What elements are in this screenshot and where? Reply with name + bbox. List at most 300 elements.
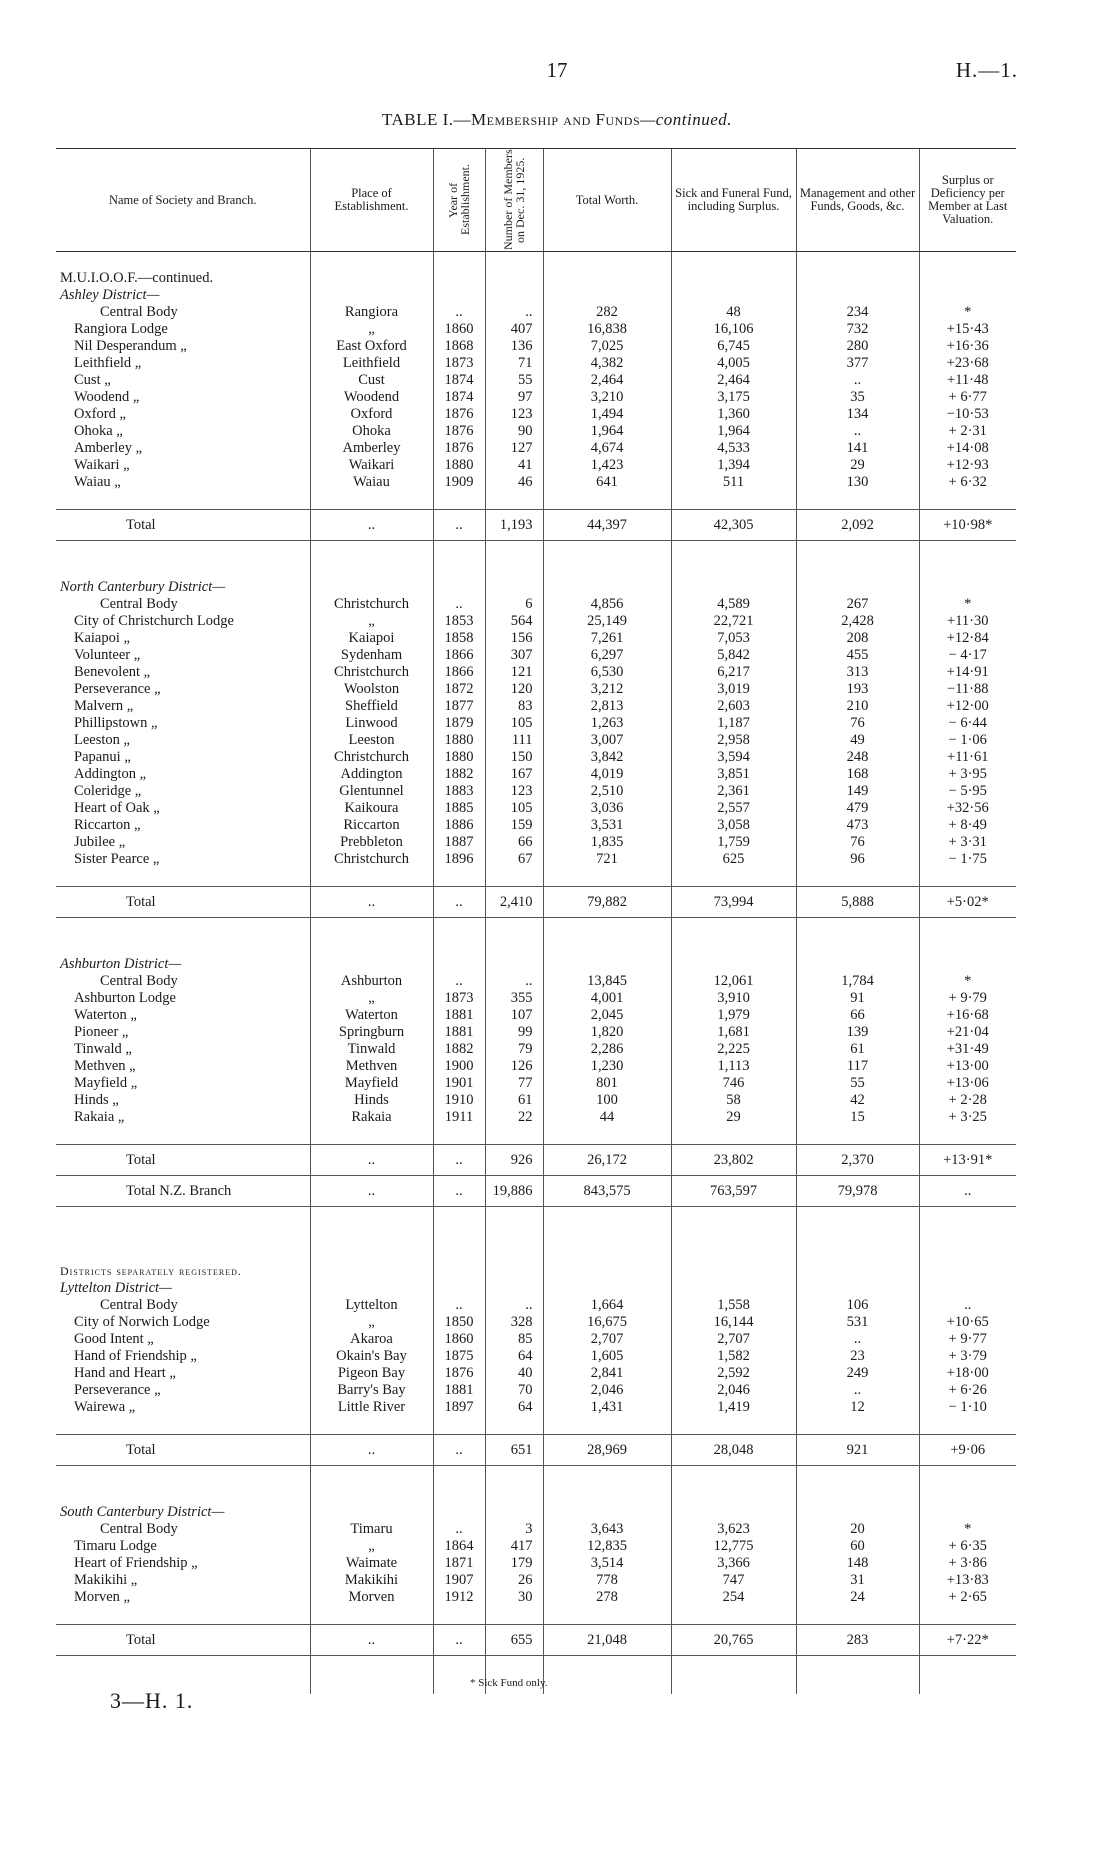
- spacer-cell: [433, 491, 485, 510]
- branch-name: Total: [56, 510, 310, 541]
- members: 355: [485, 990, 543, 1007]
- management-funds: 130: [796, 474, 919, 491]
- spacer-cell: [485, 1126, 543, 1145]
- spacer-cell: [796, 491, 919, 510]
- total-worth: 2,841: [543, 1365, 671, 1382]
- surplus-deficiency: − 6·44: [919, 715, 1016, 732]
- district-heading-row: [56, 956, 1016, 973]
- spacer-cell: [671, 1207, 796, 1246]
- members: 26: [485, 1572, 543, 1589]
- sick-fund: 73,994: [671, 887, 796, 918]
- empty-cell: [543, 1263, 671, 1280]
- members: 97: [485, 389, 543, 406]
- empty-cell: [433, 956, 485, 973]
- year: 1858: [433, 630, 485, 647]
- spacer-cell: [56, 1245, 310, 1263]
- total-worth: 25,149: [543, 613, 671, 630]
- empty-cell: [485, 270, 543, 287]
- branch-name: Riccarton „: [74, 817, 141, 833]
- management-funds: 76: [796, 834, 919, 851]
- surplus-deficiency: *: [919, 973, 1016, 990]
- year: 1876: [433, 406, 485, 423]
- place: „: [310, 321, 433, 338]
- members: 70: [485, 1382, 543, 1399]
- branch-name: Central Body: [100, 304, 178, 320]
- total-worth: 100: [543, 1092, 671, 1109]
- surplus-deficiency: +13·00: [919, 1058, 1016, 1075]
- place: Springburn: [310, 1024, 433, 1041]
- spacer-cell: [56, 918, 310, 957]
- sick-fund: 1,360: [671, 406, 796, 423]
- title-small-caps: Membership and Funds: [471, 110, 641, 129]
- place: Woodend: [310, 389, 433, 406]
- spacer-cell: [671, 868, 796, 887]
- year: 1853: [433, 613, 485, 630]
- table-row: [56, 596, 1016, 613]
- branch-name: Mayfield „: [74, 1075, 138, 1091]
- members: 46: [485, 474, 543, 491]
- members: 77: [485, 1075, 543, 1092]
- table-row: [56, 355, 1016, 372]
- empty-cell: [310, 270, 433, 287]
- surplus-deficiency: − 4·17: [919, 647, 1016, 664]
- empty-cell: [433, 1504, 485, 1521]
- table-row: [56, 732, 1016, 749]
- spacer-cell: [919, 252, 1016, 271]
- spacer-cell: [919, 1126, 1016, 1145]
- management-funds: 79,978: [796, 1176, 919, 1207]
- branch-name: Cust „: [74, 372, 111, 388]
- sick-fund: 2,046: [671, 1382, 796, 1399]
- empty-cell: [671, 287, 796, 304]
- spacer-cell: [56, 868, 310, 887]
- empty-cell: [485, 579, 543, 596]
- empty-cell: [485, 287, 543, 304]
- management-funds: 921: [796, 1435, 919, 1466]
- sick-fund: 23,802: [671, 1145, 796, 1176]
- surplus-deficiency: + 9·79: [919, 990, 1016, 1007]
- total-worth: 6,297: [543, 647, 671, 664]
- table-row: [56, 783, 1016, 800]
- empty-cell: [543, 287, 671, 304]
- surplus-deficiency: +13·91*: [919, 1145, 1016, 1176]
- members: 55: [485, 372, 543, 389]
- branch-name: Morven „: [74, 1589, 130, 1605]
- district-heading: South Canterbury District—: [60, 1504, 225, 1520]
- surplus-deficiency: + 6·77: [919, 389, 1016, 406]
- page-number: 17: [546, 58, 568, 82]
- members: 655: [485, 1625, 543, 1656]
- spacer-row: [56, 1126, 1016, 1145]
- spacer-cell: [543, 1245, 671, 1263]
- spacer-cell: [796, 1126, 919, 1145]
- members: 64: [485, 1399, 543, 1416]
- empty-cell: [543, 579, 671, 596]
- year: 1871: [433, 1555, 485, 1572]
- total-worth: 12,835: [543, 1538, 671, 1555]
- surplus-deficiency: + 3·86: [919, 1555, 1016, 1572]
- branch-name: Phillipstown „: [74, 715, 158, 731]
- branch-name: Nil Desperandum „: [74, 338, 187, 354]
- branch-name: Tinwald „: [74, 1041, 132, 1057]
- place: Addington: [310, 766, 433, 783]
- year: 1880: [433, 457, 485, 474]
- sick-fund: 4,533: [671, 440, 796, 457]
- members: 107: [485, 1007, 543, 1024]
- surplus-deficiency: − 1·06: [919, 732, 1016, 749]
- surplus-deficiency: −10·53: [919, 406, 1016, 423]
- place: Pigeon Bay: [310, 1365, 433, 1382]
- spacer-row: [56, 491, 1016, 510]
- sick-fund: 3,623: [671, 1521, 796, 1538]
- total-worth: 801: [543, 1075, 671, 1092]
- spacer-cell: [796, 1207, 919, 1246]
- surplus-deficiency: +21·04: [919, 1024, 1016, 1041]
- place: Glentunnel: [310, 783, 433, 800]
- branch-name: Central Body: [100, 596, 178, 612]
- sick-fund: 3,175: [671, 389, 796, 406]
- year: 1876: [433, 440, 485, 457]
- spacer-cell: [433, 1466, 485, 1505]
- surplus-deficiency: − 5·95: [919, 783, 1016, 800]
- empty-cell: [433, 270, 485, 287]
- sick-fund: 1,759: [671, 834, 796, 851]
- management-funds: 234: [796, 304, 919, 321]
- branch-name: Total N.Z. Branch: [56, 1176, 310, 1207]
- branch-name: Wairewa „: [74, 1399, 136, 1415]
- spacer-cell: [433, 1416, 485, 1435]
- branch-name: Hand and Heart „: [74, 1365, 176, 1381]
- table-row: [56, 834, 1016, 851]
- empty-cell: [796, 579, 919, 596]
- place: Kaikoura: [310, 800, 433, 817]
- table-body: [56, 252, 1016, 1695]
- total-worth: 3,007: [543, 732, 671, 749]
- empty-cell: [310, 956, 433, 973]
- management-funds: 210: [796, 698, 919, 715]
- empty-cell: [485, 956, 543, 973]
- total-worth: 44: [543, 1109, 671, 1126]
- district-heading-row: [56, 1504, 1016, 1521]
- management-funds: 61: [796, 1041, 919, 1058]
- sheet-mark: 3—H. 1.: [110, 1688, 194, 1713]
- table-row: [56, 990, 1016, 1007]
- total-worth: 1,964: [543, 423, 671, 440]
- members: 64: [485, 1348, 543, 1365]
- table-row: [56, 372, 1016, 389]
- empty-cell: [671, 1263, 796, 1280]
- spacer-cell: [671, 1656, 796, 1695]
- spacer-cell: [543, 868, 671, 887]
- header-row: [56, 149, 1016, 252]
- total-worth: 2,464: [543, 372, 671, 389]
- place: Christchurch: [310, 596, 433, 613]
- place: „: [310, 1314, 433, 1331]
- place: Riccarton: [310, 817, 433, 834]
- surplus-deficiency: +13·83: [919, 1572, 1016, 1589]
- total-worth: 641: [543, 474, 671, 491]
- table-row: [56, 1075, 1016, 1092]
- sick-fund: 29: [671, 1109, 796, 1126]
- sick-fund: 20,765: [671, 1625, 796, 1656]
- total-worth: 3,210: [543, 389, 671, 406]
- year: 1901: [433, 1075, 485, 1092]
- surplus-deficiency: +32·56: [919, 800, 1016, 817]
- col-header-total-worth: Total Worth.: [543, 149, 671, 252]
- branch-name: Waiau „: [74, 474, 121, 490]
- place: Leeston: [310, 732, 433, 749]
- branch-name: Amberley „: [74, 440, 143, 456]
- total-worth: 6,530: [543, 664, 671, 681]
- spacer-cell: [310, 918, 433, 957]
- members: 83: [485, 698, 543, 715]
- surplus-deficiency: + 3·95: [919, 766, 1016, 783]
- empty-cell: [796, 1504, 919, 1521]
- table-row: [56, 1555, 1016, 1572]
- sick-fund: 48: [671, 304, 796, 321]
- surplus-deficiency: +11·30: [919, 613, 1016, 630]
- col-header-year-text: Year of Establishment.: [446, 164, 472, 236]
- year: 1887: [433, 834, 485, 851]
- sick-fund: 6,745: [671, 338, 796, 355]
- table-row: [56, 973, 1016, 990]
- spacer-cell: [485, 1466, 543, 1505]
- total-worth: 282: [543, 304, 671, 321]
- spacer-cell: [485, 918, 543, 957]
- sick-fund: 1,187: [671, 715, 796, 732]
- surplus-deficiency: +10·65: [919, 1314, 1016, 1331]
- total-worth: 79,882: [543, 887, 671, 918]
- sick-fund: 12,061: [671, 973, 796, 990]
- spacer-cell: [485, 1606, 543, 1625]
- empty-cell: [433, 579, 485, 596]
- empty-cell: [433, 1263, 485, 1280]
- year: 1877: [433, 698, 485, 715]
- year: ..: [433, 1435, 485, 1466]
- branch-name: Hinds „: [74, 1092, 119, 1108]
- members: 71: [485, 355, 543, 372]
- spacer-cell: [671, 1126, 796, 1145]
- spacer-cell: [796, 1606, 919, 1625]
- management-funds: 106: [796, 1297, 919, 1314]
- table-row: [56, 474, 1016, 491]
- table-row: [56, 698, 1016, 715]
- total-worth: 278: [543, 1589, 671, 1606]
- branch-name: Volunteer „: [74, 647, 141, 663]
- spacer-cell: [796, 1656, 919, 1695]
- branch-name: Sister Pearce „: [74, 851, 160, 867]
- management-funds: 208: [796, 630, 919, 647]
- spacer-cell: [56, 1126, 310, 1145]
- spacer-cell: [543, 1416, 671, 1435]
- table-row: [56, 1058, 1016, 1075]
- year: 1860: [433, 1331, 485, 1348]
- table-row: [56, 715, 1016, 732]
- sick-fund: 254: [671, 1589, 796, 1606]
- branch-name: Heart of Friendship „: [74, 1555, 198, 1571]
- surplus-deficiency: +12·00: [919, 698, 1016, 715]
- surplus-deficiency: +12·93: [919, 457, 1016, 474]
- sick-fund: 1,979: [671, 1007, 796, 1024]
- table-row: [56, 1024, 1016, 1041]
- table-row: [56, 1399, 1016, 1416]
- total-worth: 26,172: [543, 1145, 671, 1176]
- year: 1880: [433, 732, 485, 749]
- total-worth: 16,838: [543, 321, 671, 338]
- branch-name: Timaru Lodge: [74, 1538, 157, 1554]
- year: ..: [433, 887, 485, 918]
- spacer-cell: [485, 1416, 543, 1435]
- spacer-cell: [796, 1466, 919, 1505]
- empty-cell: [796, 287, 919, 304]
- spacer-cell: [56, 541, 310, 580]
- year: ..: [433, 1521, 485, 1538]
- district-heading: Ashley District—: [60, 287, 160, 303]
- sick-fund: 58: [671, 1092, 796, 1109]
- surplus-deficiency: +16·36: [919, 338, 1016, 355]
- spacer-cell: [919, 1466, 1016, 1505]
- management-funds: 473: [796, 817, 919, 834]
- year: ..: [433, 304, 485, 321]
- branch-name: Jubilee „: [74, 834, 126, 850]
- branch-name: Makikihi „: [74, 1572, 138, 1588]
- sick-fund: 22,721: [671, 613, 796, 630]
- surplus-deficiency: +5·02*: [919, 887, 1016, 918]
- members: 41: [485, 457, 543, 474]
- spacer-cell: [310, 541, 433, 580]
- year: 1873: [433, 355, 485, 372]
- spacer-cell: [796, 868, 919, 887]
- members: 417: [485, 1538, 543, 1555]
- management-funds: 249: [796, 1365, 919, 1382]
- management-funds: 76: [796, 715, 919, 732]
- total-worth: 2,813: [543, 698, 671, 715]
- table-row: [56, 613, 1016, 630]
- branch-name: Waikari „: [74, 457, 130, 473]
- year: 1873: [433, 990, 485, 1007]
- spacer-cell: [796, 541, 919, 580]
- sick-fund: 2,464: [671, 372, 796, 389]
- surplus-deficiency: *: [919, 1521, 1016, 1538]
- spacer-cell: [433, 1606, 485, 1625]
- place: Okain's Bay: [310, 1348, 433, 1365]
- sick-fund: 16,106: [671, 321, 796, 338]
- spacer-cell: [671, 1416, 796, 1435]
- col-header-members: [485, 149, 543, 252]
- empty-cell: [796, 270, 919, 287]
- district-heading: Ashburton District—: [60, 956, 182, 972]
- sick-fund: 3,019: [671, 681, 796, 698]
- total-worth: 1,263: [543, 715, 671, 732]
- district-heading: North Canterbury District—: [60, 579, 226, 595]
- title-main: TABLE I.—: [381, 110, 472, 129]
- members: 120: [485, 681, 543, 698]
- spacer-cell: [543, 1466, 671, 1505]
- management-funds: 117: [796, 1058, 919, 1075]
- members: 40: [485, 1365, 543, 1382]
- management-funds: 20: [796, 1521, 919, 1538]
- place: East Oxford: [310, 338, 433, 355]
- total-worth: 1,835: [543, 834, 671, 851]
- year: 1886: [433, 817, 485, 834]
- total-row: [56, 1625, 1016, 1656]
- members: 66: [485, 834, 543, 851]
- management-funds: 23: [796, 1348, 919, 1365]
- year: 1883: [433, 783, 485, 800]
- table-row: [56, 338, 1016, 355]
- surplus-deficiency: − 1·75: [919, 851, 1016, 868]
- year: ..: [433, 1145, 485, 1176]
- management-funds: 49: [796, 732, 919, 749]
- management-funds: 2,092: [796, 510, 919, 541]
- empty-cell: [671, 1504, 796, 1521]
- spacer-row: [56, 868, 1016, 887]
- spacer-cell: [310, 868, 433, 887]
- branch-name: Papanui „: [74, 749, 131, 765]
- management-funds: 15: [796, 1109, 919, 1126]
- management-funds: 149: [796, 783, 919, 800]
- members: 156: [485, 630, 543, 647]
- table-title: [0, 110, 1114, 130]
- spacer-cell: [919, 1416, 1016, 1435]
- spacer-cell: [796, 252, 919, 271]
- surplus-deficiency: + 2·28: [919, 1092, 1016, 1109]
- col-header-name: Name of Society and Branch.: [56, 149, 310, 252]
- footnote: * Sick Fund only.: [470, 1677, 548, 1689]
- spacer-cell: [919, 491, 1016, 510]
- spacer-cell: [56, 491, 310, 510]
- spacer-cell: [310, 1466, 433, 1505]
- members: 123: [485, 783, 543, 800]
- management-funds: 732: [796, 321, 919, 338]
- place: Waiau: [310, 474, 433, 491]
- sick-fund: 3,851: [671, 766, 796, 783]
- branch-name: Central Body: [100, 973, 178, 989]
- branch-name: Addington „: [74, 766, 147, 782]
- table-row: [56, 457, 1016, 474]
- total-worth: 7,025: [543, 338, 671, 355]
- members: 67: [485, 851, 543, 868]
- total-worth: 21,048: [543, 1625, 671, 1656]
- surplus-deficiency: − 1·10: [919, 1399, 1016, 1416]
- empty-cell: [671, 1280, 796, 1297]
- branch-name: Coleridge „: [74, 783, 142, 799]
- members: 136: [485, 338, 543, 355]
- branch-name: Heart of Oak „: [74, 800, 160, 816]
- place: Rakaia: [310, 1109, 433, 1126]
- empty-cell: [543, 1280, 671, 1297]
- total-worth: 778: [543, 1572, 671, 1589]
- empty-cell: [310, 1504, 433, 1521]
- surplus-deficiency: *: [919, 596, 1016, 613]
- branch-name: Perseverance „: [74, 1382, 161, 1398]
- management-funds: 455: [796, 647, 919, 664]
- sick-fund: 3,366: [671, 1555, 796, 1572]
- members: 159: [485, 817, 543, 834]
- spacer-cell: [671, 918, 796, 957]
- surplus-deficiency: +14·08: [919, 440, 1016, 457]
- surplus-deficiency: + 2·65: [919, 1589, 1016, 1606]
- members: 99: [485, 1024, 543, 1041]
- surplus-deficiency: + 9·77: [919, 1331, 1016, 1348]
- members: 19,886: [485, 1176, 543, 1207]
- place: ..: [310, 510, 433, 541]
- management-funds: 12: [796, 1399, 919, 1416]
- surplus-deficiency: ..: [919, 1176, 1016, 1207]
- management-funds: 283: [796, 1625, 919, 1656]
- branch-name: Pioneer „: [74, 1024, 129, 1040]
- spacer-cell: [56, 1606, 310, 1625]
